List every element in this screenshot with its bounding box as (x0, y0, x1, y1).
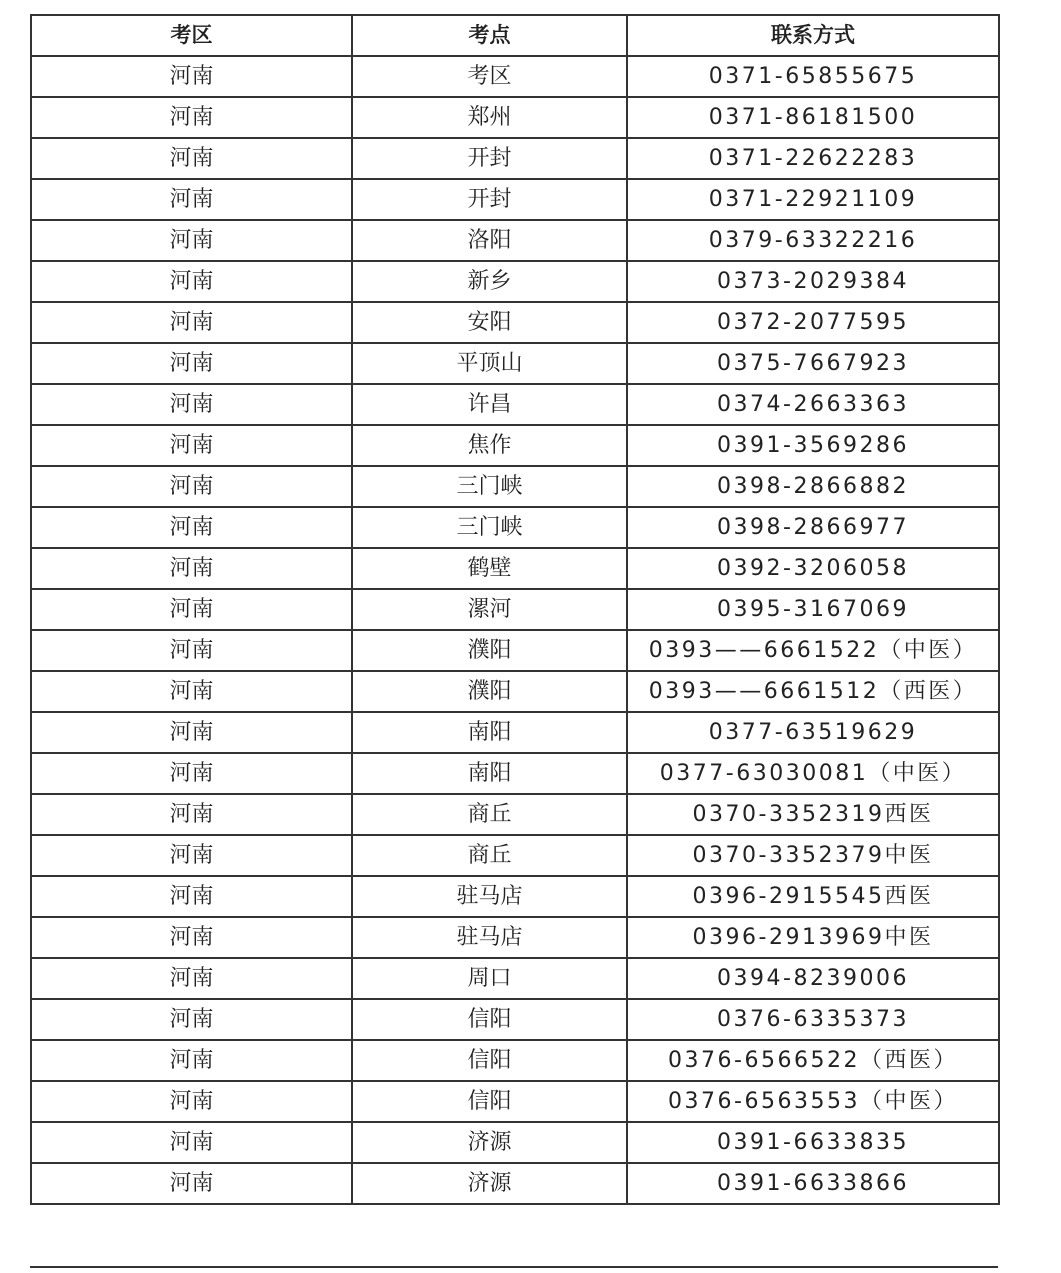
contact-cell: 0391-3569286 (627, 425, 999, 466)
site-cell: 濮阳 (352, 671, 627, 712)
bottom-rule-divider (30, 1266, 998, 1268)
region-cell: 河南 (31, 1122, 352, 1163)
site-cell: 考区 (352, 56, 627, 97)
site-cell: 三门峡 (352, 507, 627, 548)
table-row (31, 630, 999, 671)
table-row (31, 384, 999, 425)
contact-cell: 0391-6633866 (627, 1163, 999, 1204)
table-row (31, 958, 999, 999)
region-cell: 河南 (31, 917, 352, 958)
site-cell: 焦作 (352, 425, 627, 466)
contact-cell: 0375-7667923 (627, 343, 999, 384)
contact-cell: 0371-22622283 (627, 138, 999, 179)
table-header-row (31, 15, 999, 56)
table-row (31, 917, 999, 958)
region-cell: 河南 (31, 343, 352, 384)
region-cell: 河南 (31, 1163, 352, 1204)
contact-cell: 0398-2866977 (627, 507, 999, 548)
region-cell: 河南 (31, 999, 352, 1040)
site-cell: 驻马店 (352, 917, 627, 958)
table-row (31, 261, 999, 302)
region-cell: 河南 (31, 1081, 352, 1122)
contact-cell: 0396-2913969中医 (627, 917, 999, 958)
contact-table-container (30, 14, 998, 1205)
site-cell: 济源 (352, 1122, 627, 1163)
region-cell: 河南 (31, 384, 352, 425)
contact-cell: 0379-63322216 (627, 220, 999, 261)
region-cell: 河南 (31, 876, 352, 917)
contact-cell: 0371-22921109 (627, 179, 999, 220)
site-cell: 南阳 (352, 753, 627, 794)
contact-cell: 0377-63030081（中医） (627, 753, 999, 794)
table-row (31, 97, 999, 138)
table-row (31, 1040, 999, 1081)
contact-cell: 0394-8239006 (627, 958, 999, 999)
table-row (31, 507, 999, 548)
contact-cell: 0370-3352379中医 (627, 835, 999, 876)
contact-cell: 0377-63519629 (627, 712, 999, 753)
contact-cell: 0370-3352319西医 (627, 794, 999, 835)
region-cell: 河南 (31, 466, 352, 507)
table-row (31, 56, 999, 97)
site-cell: 信阳 (352, 1040, 627, 1081)
site-cell: 商丘 (352, 794, 627, 835)
site-cell: 周口 (352, 958, 627, 999)
table-body (31, 56, 999, 1204)
region-cell: 河南 (31, 97, 352, 138)
table-row (31, 343, 999, 384)
contact-cell: 0376-6566522（西医） (627, 1040, 999, 1081)
site-cell: 郑州 (352, 97, 627, 138)
region-cell: 河南 (31, 671, 352, 712)
contact-cell: 0376-6335373 (627, 999, 999, 1040)
region-cell: 河南 (31, 507, 352, 548)
header-region: 考区 (31, 15, 352, 56)
contact-cell: 0372-2077595 (627, 302, 999, 343)
region-cell: 河南 (31, 548, 352, 589)
table-row (31, 835, 999, 876)
site-cell: 鹤壁 (352, 548, 627, 589)
table-row (31, 220, 999, 261)
region-cell: 河南 (31, 302, 352, 343)
site-cell: 济源 (352, 1163, 627, 1204)
table-row (31, 999, 999, 1040)
site-cell: 安阳 (352, 302, 627, 343)
region-cell: 河南 (31, 958, 352, 999)
contact-cell: 0376-6563553（中医） (627, 1081, 999, 1122)
table-row (31, 671, 999, 712)
contact-cell: 0395-3167069 (627, 589, 999, 630)
contact-cell: 0396-2915545西医 (627, 876, 999, 917)
region-cell: 河南 (31, 425, 352, 466)
site-cell: 开封 (352, 138, 627, 179)
region-cell: 河南 (31, 261, 352, 302)
region-cell: 河南 (31, 179, 352, 220)
table-row (31, 1122, 999, 1163)
site-cell: 漯河 (352, 589, 627, 630)
table-row (31, 876, 999, 917)
contact-cell: 0373-2029384 (627, 261, 999, 302)
region-cell: 河南 (31, 712, 352, 753)
contact-cell: 0392-3206058 (627, 548, 999, 589)
table-row (31, 138, 999, 179)
site-cell: 三门峡 (352, 466, 627, 507)
contact-table (30, 14, 1000, 1205)
region-cell: 河南 (31, 630, 352, 671)
table-row (31, 302, 999, 343)
header-contact: 联系方式 (627, 15, 999, 56)
site-cell: 信阳 (352, 1081, 627, 1122)
region-cell: 河南 (31, 138, 352, 179)
region-cell: 河南 (31, 56, 352, 97)
contact-cell: 0374-2663363 (627, 384, 999, 425)
table-row (31, 794, 999, 835)
site-cell: 信阳 (352, 999, 627, 1040)
table-row (31, 179, 999, 220)
site-cell: 许昌 (352, 384, 627, 425)
site-cell: 开封 (352, 179, 627, 220)
site-cell: 濮阳 (352, 630, 627, 671)
region-cell: 河南 (31, 1040, 352, 1081)
table-row (31, 425, 999, 466)
site-cell: 南阳 (352, 712, 627, 753)
table-row (31, 589, 999, 630)
table-row (31, 1081, 999, 1122)
contact-cell: 0393——6661512（西医） (627, 671, 999, 712)
site-cell: 新乡 (352, 261, 627, 302)
table-row (31, 753, 999, 794)
site-cell: 洛阳 (352, 220, 627, 261)
region-cell: 河南 (31, 753, 352, 794)
site-cell: 驻马店 (352, 876, 627, 917)
table-row (31, 466, 999, 507)
table-row (31, 548, 999, 589)
header-site: 考点 (352, 15, 627, 56)
table-row (31, 1163, 999, 1204)
site-cell: 平顶山 (352, 343, 627, 384)
contact-cell: 0393——6661522（中医） (627, 630, 999, 671)
contact-cell: 0398-2866882 (627, 466, 999, 507)
contact-cell: 0391-6633835 (627, 1122, 999, 1163)
region-cell: 河南 (31, 220, 352, 261)
region-cell: 河南 (31, 835, 352, 876)
region-cell: 河南 (31, 794, 352, 835)
contact-cell: 0371-65855675 (627, 56, 999, 97)
contact-cell: 0371-86181500 (627, 97, 999, 138)
table-row (31, 712, 999, 753)
site-cell: 商丘 (352, 835, 627, 876)
region-cell: 河南 (31, 589, 352, 630)
